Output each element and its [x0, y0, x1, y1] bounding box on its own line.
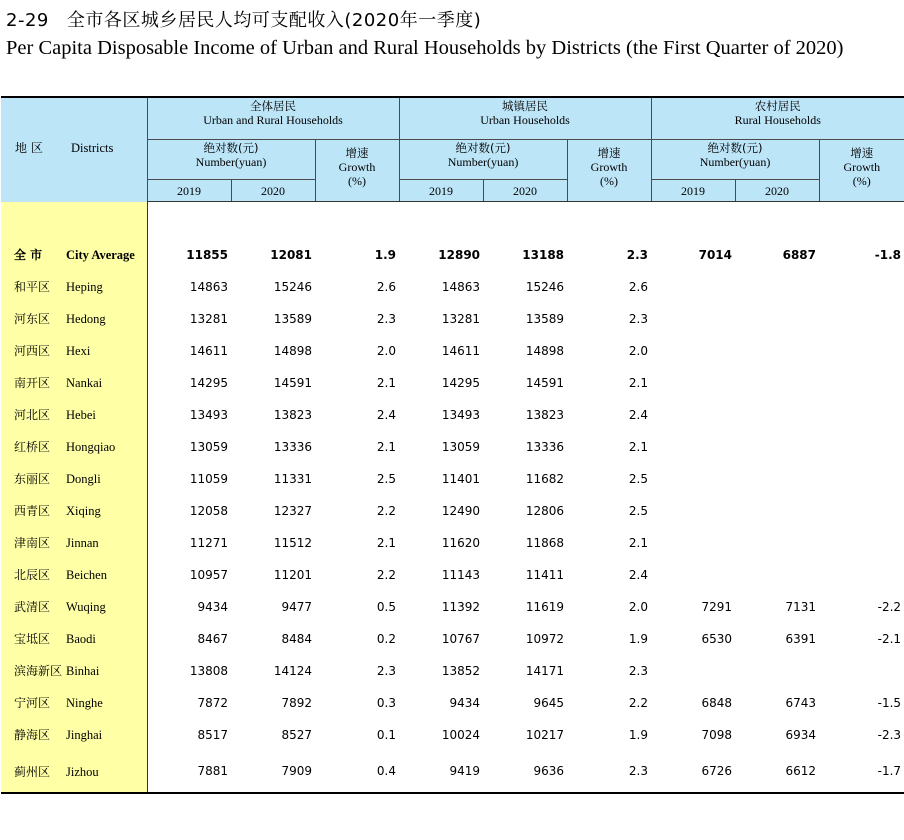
value-cell: 15246 [525, 279, 565, 294]
value-cell: 11201 [273, 567, 312, 582]
district-name-en: City Average [66, 248, 135, 262]
value-cell: 9434 [197, 599, 228, 614]
year-header: 2020 [735, 180, 819, 202]
value-cell: 14591 [525, 375, 565, 390]
district-name-cn: 东丽区 [14, 472, 51, 486]
growth-cell: 2.0 [376, 343, 397, 358]
table-number: 2-29 [6, 10, 49, 31]
growth-cell: 1.9 [628, 727, 649, 742]
growth-cell: 2.1 [628, 535, 649, 550]
growth-cell: 2.1 [376, 439, 397, 454]
growth-cell: 2.1 [376, 535, 397, 550]
value-cell: 9419 [399, 751, 483, 793]
growth-cell [819, 367, 904, 399]
value-cell: 14863 [441, 279, 481, 294]
district-cell [1, 202, 147, 239]
empty-cell [399, 202, 483, 239]
value-cell: 6934 [785, 727, 817, 742]
growth-cell: 2.0 [628, 343, 649, 358]
growth-cell: 2.3 [626, 247, 649, 262]
growth-cell [819, 271, 904, 303]
value-cell: 14171 [525, 663, 565, 678]
district-cell [1, 559, 147, 591]
district-name-cn: 和平区 [14, 280, 51, 294]
value-cell: 13336 [525, 439, 565, 454]
table-row [1, 559, 904, 591]
value-cell: 8517 [197, 727, 228, 742]
value-cell: 14863 [189, 279, 228, 294]
growth-cell: 2.4 [376, 407, 397, 422]
growth-cell: 2.4 [628, 407, 649, 422]
value-cell [735, 655, 819, 687]
growth-header [315, 140, 399, 202]
table-row [1, 303, 904, 335]
value-cell: 13823 [273, 407, 312, 422]
group-en: Urban and Rural Households [203, 113, 343, 127]
district-header-cn: 地 区 [15, 141, 43, 155]
table-body [1, 202, 904, 793]
growth-cell: 2.3 [628, 311, 649, 326]
growth-cell: 0.5 [376, 599, 397, 614]
value-cell: 13281 [441, 311, 481, 326]
table-row [1, 463, 904, 495]
growth-cell [819, 495, 904, 527]
empty-cell [147, 202, 231, 239]
district-name-en: Hongqiao [66, 440, 116, 454]
value-cell: 13493 [189, 407, 228, 422]
growth-cell [819, 335, 904, 367]
growth-cn: 增速 [850, 146, 874, 160]
empty-cell [735, 202, 819, 239]
table-title-cn [6, 6, 481, 32]
growth-cell [819, 463, 904, 495]
value-cell: 13589 [273, 311, 312, 326]
growth-cell: 0.4 [315, 751, 399, 793]
value-cell [735, 431, 819, 463]
absolute-header [399, 140, 567, 180]
growth-cell: 2.4 [628, 567, 649, 582]
value-cell: 14611 [441, 343, 481, 358]
district-cell [1, 335, 147, 367]
value-cell: 11271 [189, 535, 228, 550]
value-cell: 12490 [441, 503, 481, 518]
district-cell [1, 623, 147, 655]
district-name-en: Binhai [66, 664, 100, 678]
growth-unit: (%) [600, 174, 619, 188]
value-cell [735, 527, 819, 559]
table-row [1, 527, 904, 559]
group-en: Rural Households [734, 113, 821, 127]
growth-unit: (%) [852, 174, 871, 188]
empty-cell [483, 202, 567, 239]
group-header-rural [651, 97, 904, 140]
growth-cell [819, 431, 904, 463]
growth-cn: 增速 [345, 146, 369, 160]
growth-cell [819, 559, 904, 591]
value-cell: 7098 [701, 727, 733, 742]
value-cell: 7014 [698, 247, 733, 262]
growth-cell: 2.5 [628, 503, 649, 518]
value-cell: 13852 [441, 663, 481, 678]
absolute-en: Number(yuan) [195, 155, 267, 169]
growth-cell: -1.5 [877, 695, 902, 710]
district-name-cn: 北辰区 [14, 568, 51, 582]
table-row [1, 591, 904, 623]
year-header: 2019 [399, 180, 483, 202]
value-cell: 6612 [735, 751, 819, 793]
district-name-en: Baodi [66, 632, 96, 646]
value-cell: 7892 [281, 695, 312, 710]
value-cell: 13281 [189, 311, 228, 326]
district-name-cn: 红桥区 [14, 440, 51, 454]
absolute-en: Number(yuan) [447, 155, 519, 169]
value-cell: 6887 [782, 247, 817, 262]
growth-cell: 2.1 [376, 375, 397, 390]
empty-cell [567, 202, 651, 239]
value-cell: 10957 [189, 567, 228, 582]
district-cell [1, 367, 147, 399]
value-cell: 11143 [441, 567, 481, 582]
district-cell [1, 527, 147, 559]
value-cell [735, 559, 819, 591]
district-cell [1, 655, 147, 687]
district-cell [1, 239, 147, 271]
absolute-cn: 绝对数(元) [455, 141, 511, 155]
value-cell [651, 399, 735, 431]
value-cell [651, 559, 735, 591]
growth-cell [819, 399, 904, 431]
value-cell: 14295 [189, 375, 228, 390]
group-en: Urban Households [480, 113, 570, 127]
growth-cell: 2.0 [628, 599, 649, 614]
growth-cell: 0.2 [376, 631, 397, 646]
district-header-en: Districts [71, 141, 114, 155]
value-cell [651, 431, 735, 463]
district-name-en: Heping [66, 280, 103, 294]
growth-cell: 2.1 [628, 439, 649, 454]
growth-unit: (%) [348, 174, 366, 188]
growth-cell: 2.2 [376, 503, 397, 518]
value-cell: 11059 [189, 471, 228, 486]
growth-cell: -2.1 [877, 631, 902, 646]
absolute-en: Number(yuan) [699, 155, 771, 169]
value-cell: 11401 [441, 471, 481, 486]
table-row [1, 751, 904, 793]
value-cell: 11331 [273, 471, 312, 486]
table-row [1, 367, 904, 399]
district-name-en: Ninghe [66, 696, 103, 710]
growth-en: Growth [590, 160, 628, 174]
value-cell [735, 303, 819, 335]
district-name-cn: 蓟州区 [14, 764, 51, 779]
value-cell [735, 367, 819, 399]
table-row [1, 623, 904, 655]
value-cell [651, 335, 735, 367]
value-cell: 11620 [441, 535, 481, 550]
growth-cell: 2.2 [628, 695, 649, 710]
value-cell: 14591 [273, 375, 312, 390]
district-name-cn: 滨海新区 [14, 664, 63, 678]
district-name-cn: 津南区 [14, 536, 51, 550]
district-name-cn: 河东区 [14, 312, 51, 326]
growth-cell: 2.6 [376, 279, 397, 294]
growth-cell: -2.2 [877, 599, 902, 614]
table-row [1, 719, 904, 751]
district-cell [1, 303, 147, 335]
district-name-cn: 河北区 [14, 408, 51, 422]
district-name-en: Jinnan [66, 536, 99, 550]
growth-cell: 0.3 [376, 695, 397, 710]
value-cell: 10767 [441, 631, 481, 646]
district-name-en: Xiqing [66, 504, 101, 518]
year-header: 2020 [483, 180, 567, 202]
value-cell: 14295 [441, 375, 481, 390]
table-header [1, 97, 904, 202]
value-cell: 7131 [785, 599, 817, 614]
value-cell: 12327 [273, 503, 312, 518]
value-cell: 10972 [525, 631, 565, 646]
growth-cell: 2.2 [376, 567, 397, 582]
district-cell [1, 271, 147, 303]
growth-cell [819, 303, 904, 335]
growth-cell: -1.8 [874, 247, 902, 262]
district-name-cn: 武清区 [14, 600, 51, 614]
growth-cell: 2.3 [628, 663, 649, 678]
group-cn: 全体居民 [250, 99, 296, 113]
district-name-en: Jinghai [66, 728, 103, 742]
district-name-en: Nankai [66, 376, 103, 390]
value-cell: 13188 [522, 247, 565, 262]
growth-header [819, 140, 904, 202]
empty-cell [231, 202, 315, 239]
value-cell: 10024 [441, 727, 481, 742]
table-row [1, 687, 904, 719]
table-row [1, 271, 904, 303]
district-name-cn: 静海区 [14, 728, 51, 742]
growth-cell: 1.9 [628, 631, 649, 646]
value-cell: 12058 [189, 503, 228, 518]
value-cell [651, 367, 735, 399]
growth-cell: 2.3 [376, 663, 397, 678]
value-cell [735, 271, 819, 303]
year-header: 2020 [231, 180, 315, 202]
value-cell [651, 655, 735, 687]
value-cell: 7881 [147, 751, 231, 793]
year-header: 2019 [651, 180, 735, 202]
value-cell: 13589 [525, 311, 565, 326]
growth-cell: 2.1 [628, 375, 649, 390]
district-cell [1, 399, 147, 431]
value-cell: 9636 [483, 751, 567, 793]
spacer-row [1, 202, 904, 239]
value-cell [735, 399, 819, 431]
value-cell [735, 463, 819, 495]
growth-cell: 2.6 [628, 279, 649, 294]
district-name-en: Hebei [66, 408, 96, 422]
district-name-en: Wuqing [66, 600, 106, 614]
value-cell [651, 463, 735, 495]
value-cell: 13808 [189, 663, 228, 678]
value-cell: 11868 [525, 535, 565, 550]
value-cell: 13336 [273, 439, 312, 454]
district-name-cn: 宁河区 [14, 696, 51, 710]
value-cell: 13059 [189, 439, 228, 454]
value-cell: 8484 [281, 631, 312, 646]
value-cell [651, 527, 735, 559]
value-cell: 11619 [525, 599, 565, 614]
district-cell [1, 591, 147, 623]
value-cell: 12806 [525, 503, 565, 518]
value-cell: 6391 [785, 631, 817, 646]
title-text-cn: 全市各区城乡居民人均可支配收入(2020年一季度) [66, 10, 482, 31]
growth-cell: 1.9 [374, 247, 397, 262]
growth-cell [819, 527, 904, 559]
growth-en: Growth [338, 160, 376, 174]
growth-cell: -2.3 [877, 727, 902, 742]
value-cell: 7909 [231, 751, 315, 793]
district-header [1, 97, 147, 202]
absolute-cn: 绝对数(元) [707, 141, 763, 155]
value-cell: 6743 [785, 695, 817, 710]
table-row [1, 431, 904, 463]
value-cell [651, 271, 735, 303]
growth-cell: -1.7 [819, 751, 904, 793]
value-cell: 8527 [281, 727, 312, 742]
value-cell: 11392 [441, 599, 481, 614]
table-row [1, 399, 904, 431]
absolute-cn: 绝对数(元) [203, 141, 259, 155]
growth-cell: 2.5 [376, 471, 397, 486]
district-name-en: Jizhou [66, 764, 99, 779]
district-name-en: Beichen [66, 568, 107, 582]
value-cell: 15246 [273, 279, 312, 294]
value-cell: 14898 [525, 343, 565, 358]
district-cell [1, 431, 147, 463]
table-row [1, 335, 904, 367]
value-cell [651, 303, 735, 335]
district-name-en: Hedong [66, 312, 106, 326]
value-cell [651, 495, 735, 527]
year-header: 2019 [147, 180, 231, 202]
district-name-cn: 全 市 [14, 248, 43, 262]
growth-cell: 2.5 [628, 471, 649, 486]
district-cell [1, 495, 147, 527]
district-name-en: Hexi [66, 344, 91, 358]
value-cell: 6530 [701, 631, 733, 646]
growth-en: Growth [843, 160, 881, 174]
empty-cell [315, 202, 399, 239]
group-cn: 农村居民 [754, 99, 801, 113]
value-cell [735, 495, 819, 527]
district-name-cn: 南开区 [14, 376, 51, 390]
value-cell: 14898 [273, 343, 312, 358]
group-header-all [147, 97, 399, 140]
value-cell: 14124 [273, 663, 312, 678]
value-cell: 11512 [273, 535, 312, 550]
value-cell: 7291 [701, 599, 733, 614]
growth-cell: 0.1 [376, 727, 397, 742]
value-cell: 9477 [281, 599, 312, 614]
growth-cell: 2.3 [376, 311, 397, 326]
group-header-urban [399, 97, 651, 140]
district-name-cn: 西青区 [14, 504, 51, 518]
growth-cell [819, 655, 904, 687]
absolute-header [651, 140, 819, 180]
empty-cell [651, 202, 735, 239]
absolute-header [147, 140, 315, 180]
value-cell: 10217 [525, 727, 565, 742]
value-cell: 13823 [525, 407, 565, 422]
district-name-en: Dongli [66, 472, 101, 486]
value-cell: 6848 [701, 695, 733, 710]
value-cell: 11682 [525, 471, 565, 486]
growth-cell: 2.3 [567, 751, 651, 793]
value-cell: 13493 [441, 407, 481, 422]
group-cn: 城镇居民 [502, 99, 549, 113]
value-cell: 13059 [441, 439, 481, 454]
table-row [1, 495, 904, 527]
district-name-cn: 河西区 [14, 344, 51, 358]
value-cell: 14611 [189, 343, 228, 358]
district-name-cn: 宝坻区 [14, 632, 51, 646]
value-cell: 6726 [651, 751, 735, 793]
growth-header [567, 140, 651, 202]
value-cell: 12890 [438, 247, 481, 262]
district-cell [1, 687, 147, 719]
value-cell [735, 335, 819, 367]
value-cell: 11855 [186, 247, 228, 262]
value-cell: 9434 [449, 695, 481, 710]
district-cell [1, 463, 147, 495]
value-cell: 12081 [270, 247, 312, 262]
growth-cn: 增速 [597, 146, 621, 160]
value-cell: 8467 [197, 631, 228, 646]
value-cell: 11411 [525, 567, 565, 582]
table-row [1, 655, 904, 687]
city-average-row [1, 239, 904, 271]
income-table [1, 96, 904, 794]
empty-cell [819, 202, 904, 239]
value-cell: 7872 [197, 695, 228, 710]
table-title-en: Per Capita Disposable Income of Urban and Rural Households by Districts (the First Quarter of 2020) [6, 37, 844, 59]
district-cell [1, 751, 147, 793]
value-cell: 9645 [533, 695, 565, 710]
district-cell [1, 719, 147, 751]
